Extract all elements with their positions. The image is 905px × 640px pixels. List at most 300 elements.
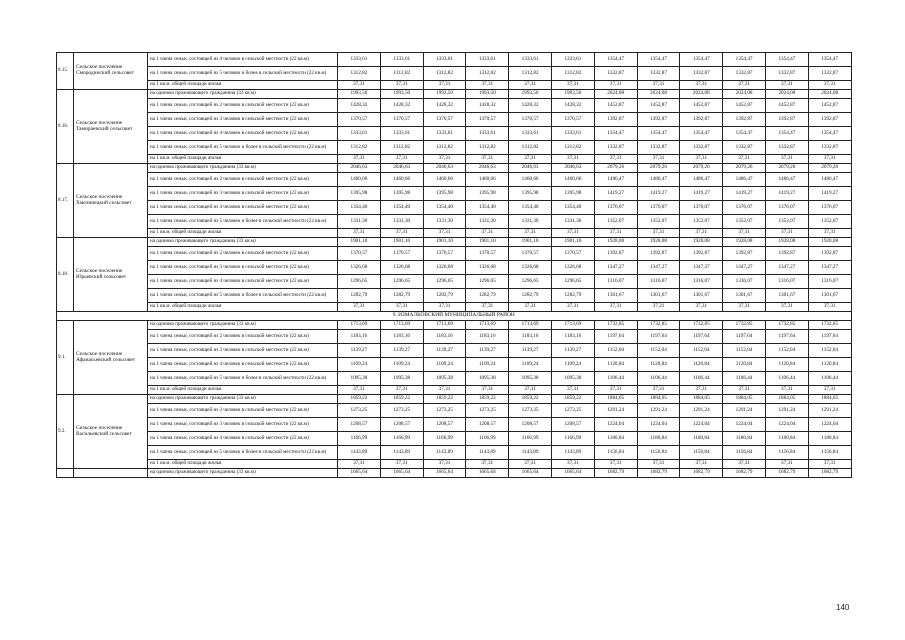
value-cell: 1282,79 (380, 289, 423, 303)
value-cell: 1120,84 (723, 358, 766, 372)
table-row (57, 141, 852, 155)
value-cell: 1901,10 (380, 238, 423, 247)
value-cell: 1370,57 (466, 113, 509, 127)
value-cell: 37,31 (380, 303, 423, 312)
value-cell: 1452,87 (680, 99, 723, 113)
housing-cost-table (56, 52, 852, 478)
value-cell: 1486,47 (723, 173, 766, 187)
value-cell: 2046,63 (423, 164, 466, 173)
value-cell: 1301,67 (723, 289, 766, 303)
value-cell: 37,31 (680, 229, 723, 238)
value-cell: 1208,57 (466, 418, 509, 432)
value-cell: 1282,79 (509, 289, 552, 303)
value-cell: 1354,40 (509, 201, 552, 215)
table-row (57, 155, 852, 164)
value-cell: 1354,47 (808, 127, 851, 141)
row-description: на одиноко проживающего гражданина (33 кв.м) (148, 164, 338, 173)
value-cell: 1713,69 (551, 321, 594, 330)
value-cell: 2079,26 (765, 164, 808, 173)
value-cell: 1331,30 (338, 215, 381, 229)
row-description: на 1 члена семьи, состоящей из 2 человек в сельской местности (22 кв.м) (148, 173, 338, 187)
value-cell: 1395,98 (551, 187, 594, 201)
value-cell: 1732,85 (723, 321, 766, 330)
value-cell: 1291,24 (680, 404, 723, 418)
value-cell: 37,31 (723, 155, 766, 164)
value-cell: 37,31 (338, 460, 381, 469)
row-description: на 1 члена семьи, состоящей из 2 человек в сельской местности (22 кв.м) (148, 404, 338, 418)
value-cell: 37,31 (808, 460, 851, 469)
value-cell: 1331,30 (466, 215, 509, 229)
value-cell: 37,31 (765, 460, 808, 469)
row-description: на 1 члена семьи, состоящей из 4 человек в сельской местности (22 кв.м) (148, 201, 338, 215)
value-cell: 1901,10 (423, 238, 466, 247)
value-cell: 1354,47 (723, 53, 766, 67)
table-row (57, 67, 852, 81)
value-cell: 1884,05 (637, 395, 680, 404)
value-cell: 37,31 (680, 81, 723, 90)
row-description: на 1 члена семьи, состоящей из 4 человек в сельской местности (22 кв.м) (148, 53, 338, 67)
value-cell: 1152,04 (680, 344, 723, 358)
value-cell: 1347,27 (680, 261, 723, 275)
value-cell: 37,31 (808, 155, 851, 164)
value-cell: 1333,61 (338, 127, 381, 141)
value-cell: 1331,30 (423, 215, 466, 229)
value-cell: 1316,07 (680, 275, 723, 289)
value-cell: 2024,08 (594, 90, 637, 99)
value-cell: 1884,05 (680, 395, 723, 404)
value-cell: 1928,08 (723, 238, 766, 247)
value-cell: 1183,16 (509, 330, 552, 344)
value-cell: 1197,64 (594, 330, 637, 344)
value-cell: 37,31 (680, 386, 723, 395)
value-cell: 1370,57 (423, 247, 466, 261)
value-cell: 1332,87 (723, 141, 766, 155)
value-cell: 1301,67 (594, 289, 637, 303)
table-row (57, 358, 852, 372)
row-description: на 1 члена семьи, состоящей из 3 человек в сельской местности (22 кв.м) (148, 418, 338, 432)
value-cell: 1713,69 (423, 321, 466, 330)
value-cell: 1282,79 (466, 289, 509, 303)
value-cell: 1156,84 (723, 446, 766, 460)
table-row (57, 81, 852, 90)
value-cell: 1312,82 (466, 67, 509, 81)
value-cell: 37,31 (338, 155, 381, 164)
value-cell: 37,31 (551, 460, 594, 469)
value-cell: 1152,04 (808, 344, 851, 358)
value-cell: 37,31 (808, 386, 851, 395)
value-cell: 1732,85 (765, 321, 808, 330)
value-cell: 37,31 (637, 155, 680, 164)
value-cell: 1139,27 (551, 344, 594, 358)
value-cell: 37,31 (509, 229, 552, 238)
value-cell: 2046,63 (551, 164, 594, 173)
value-cell: 1370,57 (551, 113, 594, 127)
value-cell: 1354,40 (380, 201, 423, 215)
settlement-name (74, 469, 148, 478)
value-cell: 1106,44 (594, 372, 637, 386)
value-cell: 37,31 (509, 303, 552, 312)
value-cell: 1312,82 (466, 141, 509, 155)
value-cell: 1333,61 (380, 127, 423, 141)
value-cell: 1208,57 (338, 418, 381, 432)
value-cell: 1376,07 (723, 201, 766, 215)
value-cell: 1139,27 (338, 344, 381, 358)
value-cell: 1354,47 (765, 53, 808, 67)
value-cell: 1224,04 (594, 418, 637, 432)
value-cell: 1301,67 (680, 289, 723, 303)
value-cell: 1273,25 (551, 404, 594, 418)
settlement-name: Сельское поселение Смородинский сельсовет (74, 53, 148, 90)
value-cell: 1460,66 (338, 173, 381, 187)
value-cell: 1993,50 (423, 90, 466, 99)
value-cell: 2079,26 (808, 164, 851, 173)
value-cell: 1156,84 (680, 446, 723, 460)
value-cell: 1106,44 (637, 372, 680, 386)
value-cell: 37,31 (594, 303, 637, 312)
value-cell: 1197,64 (723, 330, 766, 344)
value-cell: 1166,99 (423, 432, 466, 446)
value-cell: 1273,25 (466, 404, 509, 418)
value-cell: 1312,82 (338, 67, 381, 81)
value-cell: 1376,07 (637, 201, 680, 215)
value-cell: 1713,69 (338, 321, 381, 330)
value-cell: 1332,87 (723, 67, 766, 81)
value-cell: 1395,98 (423, 187, 466, 201)
value-cell: 1419,27 (765, 187, 808, 201)
row-description: на 1 члена семьи, состоящей из 5 человек и более в сельской местности (22 кв.м) (148, 289, 338, 303)
value-cell: 1460,66 (423, 173, 466, 187)
value-cell: 1392,87 (808, 247, 851, 261)
table-row (57, 113, 852, 127)
value-cell: 37,31 (808, 303, 851, 312)
value-cell: 1166,99 (509, 432, 552, 446)
value-cell: 1665,64 (338, 469, 381, 478)
value-cell: 37,31 (338, 303, 381, 312)
table-row (57, 187, 852, 201)
value-cell: 1333,61 (423, 127, 466, 141)
value-cell: 1197,64 (637, 330, 680, 344)
value-cell: 1993,50 (338, 90, 381, 99)
value-cell: 1419,27 (637, 187, 680, 201)
value-cell: 1376,07 (594, 201, 637, 215)
value-cell: 1109,24 (423, 358, 466, 372)
table-row (57, 127, 852, 141)
value-cell: 1452,87 (637, 99, 680, 113)
value-cell: 37,31 (765, 229, 808, 238)
value-cell: 2079,26 (680, 164, 723, 173)
value-cell: 37,31 (509, 81, 552, 90)
value-cell: 1291,24 (808, 404, 851, 418)
value-cell: 1120,84 (594, 358, 637, 372)
value-cell: 1354,40 (338, 201, 381, 215)
section-number (57, 469, 74, 478)
value-cell: 1208,57 (423, 418, 466, 432)
value-cell: 1370,57 (509, 247, 552, 261)
value-cell: 1354,47 (594, 53, 637, 67)
value-cell: 1301,67 (637, 289, 680, 303)
value-cell: 1143,89 (338, 446, 381, 460)
value-cell: 1419,27 (594, 187, 637, 201)
value-cell: 1395,98 (380, 187, 423, 201)
value-cell: 1370,57 (466, 247, 509, 261)
value-cell: 1273,25 (338, 404, 381, 418)
value-cell: 1109,24 (466, 358, 509, 372)
value-cell: 1296,65 (509, 275, 552, 289)
value-cell: 1109,24 (338, 358, 381, 372)
table-row (57, 275, 852, 289)
value-cell: 1392,87 (723, 113, 766, 127)
value-cell: 37,31 (509, 460, 552, 469)
value-cell: 1296,65 (466, 275, 509, 289)
value-cell: 2046,63 (509, 164, 552, 173)
value-cell: 1370,57 (509, 113, 552, 127)
value-cell: 1347,27 (723, 261, 766, 275)
value-cell: 1166,99 (338, 432, 381, 446)
value-cell: 1354,47 (723, 127, 766, 141)
value-cell: 37,31 (509, 155, 552, 164)
value-cell: 1106,44 (723, 372, 766, 386)
value-cell: 1273,25 (509, 404, 552, 418)
settlement-name: Сельское поселение Васильевский сельсовет (74, 395, 148, 469)
value-cell: 1224,04 (680, 418, 723, 432)
table-row (57, 469, 852, 478)
value-cell: 1332,87 (637, 141, 680, 155)
value-cell: 1224,04 (637, 418, 680, 432)
value-cell: 1156,84 (808, 446, 851, 460)
value-cell: 1152,04 (637, 344, 680, 358)
value-cell: 1143,89 (551, 446, 594, 460)
value-cell: 1901,10 (466, 238, 509, 247)
value-cell: 1395,98 (338, 187, 381, 201)
value-cell: 1392,87 (594, 247, 637, 261)
value-cell: 1682,79 (594, 469, 637, 478)
value-cell: 37,31 (594, 460, 637, 469)
row-description: на 1 члена семьи, состоящей из 3 человек в сельской местности (22 кв.м) (148, 344, 338, 358)
value-cell: 1370,57 (423, 113, 466, 127)
value-cell: 1859,22 (338, 395, 381, 404)
value-cell: 1332,87 (808, 67, 851, 81)
value-cell: 1419,27 (808, 187, 851, 201)
value-cell: 1095,38 (551, 372, 594, 386)
value-cell: 37,31 (466, 386, 509, 395)
value-cell: 1928,08 (808, 238, 851, 247)
value-cell: 1354,47 (637, 53, 680, 67)
value-cell: 1312,82 (551, 141, 594, 155)
value-cell: 1352,07 (680, 215, 723, 229)
row-description: на 1 члена семьи, состоящей из 3 человек в сельской местности (22 кв.м) (148, 261, 338, 275)
table-row (57, 344, 852, 358)
value-cell: 1392,87 (723, 247, 766, 261)
value-cell: 37,31 (509, 386, 552, 395)
value-cell: 1352,07 (808, 215, 851, 229)
value-cell: 37,31 (423, 229, 466, 238)
row-description: на 1 члена семьи, состоящей из 5 человек и более в сельской местности (22 кв.м) (148, 141, 338, 155)
value-cell: 37,31 (466, 81, 509, 90)
value-cell: 1332,87 (680, 67, 723, 81)
value-cell: 37,31 (338, 386, 381, 395)
value-cell: 1332,87 (594, 141, 637, 155)
value-cell: 1665,64 (509, 469, 552, 478)
value-cell: 1859,22 (466, 395, 509, 404)
value-cell: 1312,82 (423, 67, 466, 81)
value-cell: 37,31 (380, 386, 423, 395)
value-cell: 37,31 (423, 81, 466, 90)
value-cell: 1312,82 (509, 141, 552, 155)
value-cell: 37,31 (637, 229, 680, 238)
value-cell: 1352,07 (765, 215, 808, 229)
value-cell: 1109,24 (551, 358, 594, 372)
value-cell: 1884,05 (723, 395, 766, 404)
value-cell: 37,31 (551, 81, 594, 90)
value-cell: 1180,84 (637, 432, 680, 446)
value-cell: 37,31 (551, 386, 594, 395)
cost-table-sheet (56, 52, 851, 478)
value-cell: 1665,64 (551, 469, 594, 478)
table-row (57, 446, 852, 460)
value-cell: 1682,79 (765, 469, 808, 478)
value-cell: 1901,10 (551, 238, 594, 247)
value-cell: 1332,87 (594, 67, 637, 81)
value-cell: 1354,47 (680, 53, 723, 67)
table-row (57, 303, 852, 312)
value-cell: 2079,26 (723, 164, 766, 173)
value-cell: 1395,98 (466, 187, 509, 201)
value-cell: 1183,16 (423, 330, 466, 344)
value-cell: 1347,27 (765, 261, 808, 275)
value-cell: 1486,47 (765, 173, 808, 187)
value-cell: 1332,87 (637, 67, 680, 81)
row-description: на 1 члена семьи, состоящей из 3 человек в сельской местности (22 кв.м) (148, 113, 338, 127)
value-cell: 1486,47 (637, 173, 680, 187)
value-cell: 1316,07 (765, 275, 808, 289)
value-cell: 1120,84 (680, 358, 723, 372)
row-description: на одиноко проживающего гражданина (33 кв.м) (148, 395, 338, 404)
value-cell: 1352,07 (594, 215, 637, 229)
value-cell: 1452,87 (723, 99, 766, 113)
value-cell: 37,31 (423, 386, 466, 395)
value-cell: 1139,27 (466, 344, 509, 358)
value-cell: 1376,07 (765, 201, 808, 215)
value-cell: 1333,61 (509, 127, 552, 141)
row-description: на 1 члена семьи, состоящей из 5 человек и более в сельской местности (22 кв.м) (148, 372, 338, 386)
value-cell: 1347,27 (594, 261, 637, 275)
value-cell: 1291,24 (637, 404, 680, 418)
value-cell: 1106,44 (765, 372, 808, 386)
value-cell: 1354,47 (637, 127, 680, 141)
value-cell: 1859,22 (423, 395, 466, 404)
value-cell: 1901,10 (509, 238, 552, 247)
value-cell: 1156,84 (765, 446, 808, 460)
section-number: 8.17. (57, 164, 74, 238)
value-cell: 1713,69 (509, 321, 552, 330)
value-cell: 1901,10 (338, 238, 381, 247)
row-description: на одиноко проживающего гражданина (33 кв.м) (148, 321, 338, 330)
value-cell: 2046,63 (338, 164, 381, 173)
value-cell: 1208,57 (551, 418, 594, 432)
row-description: на 1 члена семьи, состоящей из 4 человек в сельской местности (22 кв.м) (148, 275, 338, 289)
value-cell: 1354,40 (466, 201, 509, 215)
value-cell: 1713,69 (380, 321, 423, 330)
value-cell: 1197,64 (680, 330, 723, 344)
value-cell: 1180,84 (594, 432, 637, 446)
value-cell: 1208,57 (380, 418, 423, 432)
value-cell: 1392,87 (594, 113, 637, 127)
value-cell: 1139,27 (423, 344, 466, 358)
value-cell: 1428,32 (551, 99, 594, 113)
value-cell: 37,31 (380, 155, 423, 164)
table-row (57, 201, 852, 215)
value-cell: 1993,50 (466, 90, 509, 99)
value-cell: 1282,79 (551, 289, 594, 303)
value-cell: 1183,16 (338, 330, 381, 344)
table-row (57, 321, 852, 330)
value-cell: 1180,84 (680, 432, 723, 446)
value-cell: 37,31 (808, 229, 851, 238)
value-cell: 1370,57 (338, 247, 381, 261)
row-description: на одиноко проживающего гражданина (33 кв.м) (148, 238, 338, 247)
value-cell: 1296,65 (423, 275, 466, 289)
value-cell: 1732,85 (594, 321, 637, 330)
row-description: на 1 члена семьи, состоящей из 2 человек в сельской местности (22 кв.м) (148, 99, 338, 113)
value-cell: 1312,82 (509, 67, 552, 81)
value-cell: 37,31 (765, 81, 808, 90)
value-cell: 2046,63 (466, 164, 509, 173)
value-cell: 37,31 (680, 155, 723, 164)
value-cell: 1392,87 (680, 247, 723, 261)
value-cell: 1392,87 (808, 113, 851, 127)
value-cell: 1301,67 (808, 289, 851, 303)
value-cell: 1156,84 (637, 446, 680, 460)
value-cell: 1370,57 (338, 113, 381, 127)
value-cell: 37,31 (551, 229, 594, 238)
value-cell: 37,31 (765, 303, 808, 312)
value-cell: 1395,98 (509, 187, 552, 201)
value-cell: 1682,79 (808, 469, 851, 478)
value-cell: 37,31 (423, 303, 466, 312)
value-cell: 1095,38 (380, 372, 423, 386)
value-cell: 1120,84 (808, 358, 851, 372)
settlement-name: Сельское поселение Тамираевский сельсовет (74, 90, 148, 164)
table-body (57, 53, 852, 478)
value-cell: 1347,27 (637, 261, 680, 275)
value-cell: 1332,87 (808, 141, 851, 155)
table-row (57, 404, 852, 418)
value-cell: 1460,66 (551, 173, 594, 187)
table-row (57, 386, 852, 395)
row-description: на 1 кв.м. общей площади жилья (148, 81, 338, 90)
value-cell: 37,31 (765, 386, 808, 395)
row-description: на 1 члена семьи, состоящей из 5 человек и более в сельской местности (22 кв.м) (148, 215, 338, 229)
value-cell: 1352,07 (637, 215, 680, 229)
value-cell: 37,31 (723, 386, 766, 395)
value-cell: 1354,47 (765, 127, 808, 141)
row-description: на 1 члена семьи, состоящей из 2 человек в сельской местности (22 кв.м) (148, 247, 338, 261)
value-cell: 1095,38 (466, 372, 509, 386)
value-cell: 1665,64 (380, 469, 423, 478)
region-header-row (57, 312, 852, 321)
value-cell: 37,31 (338, 229, 381, 238)
value-cell: 2079,26 (594, 164, 637, 173)
value-cell: 2046,63 (380, 164, 423, 173)
value-cell: 1428,32 (380, 99, 423, 113)
table-row (57, 238, 852, 247)
value-cell: 1106,44 (808, 372, 851, 386)
value-cell: 1312,82 (380, 67, 423, 81)
value-cell: 1183,16 (380, 330, 423, 344)
value-cell: 37,31 (551, 155, 594, 164)
table-row (57, 173, 852, 187)
table-row (57, 418, 852, 432)
